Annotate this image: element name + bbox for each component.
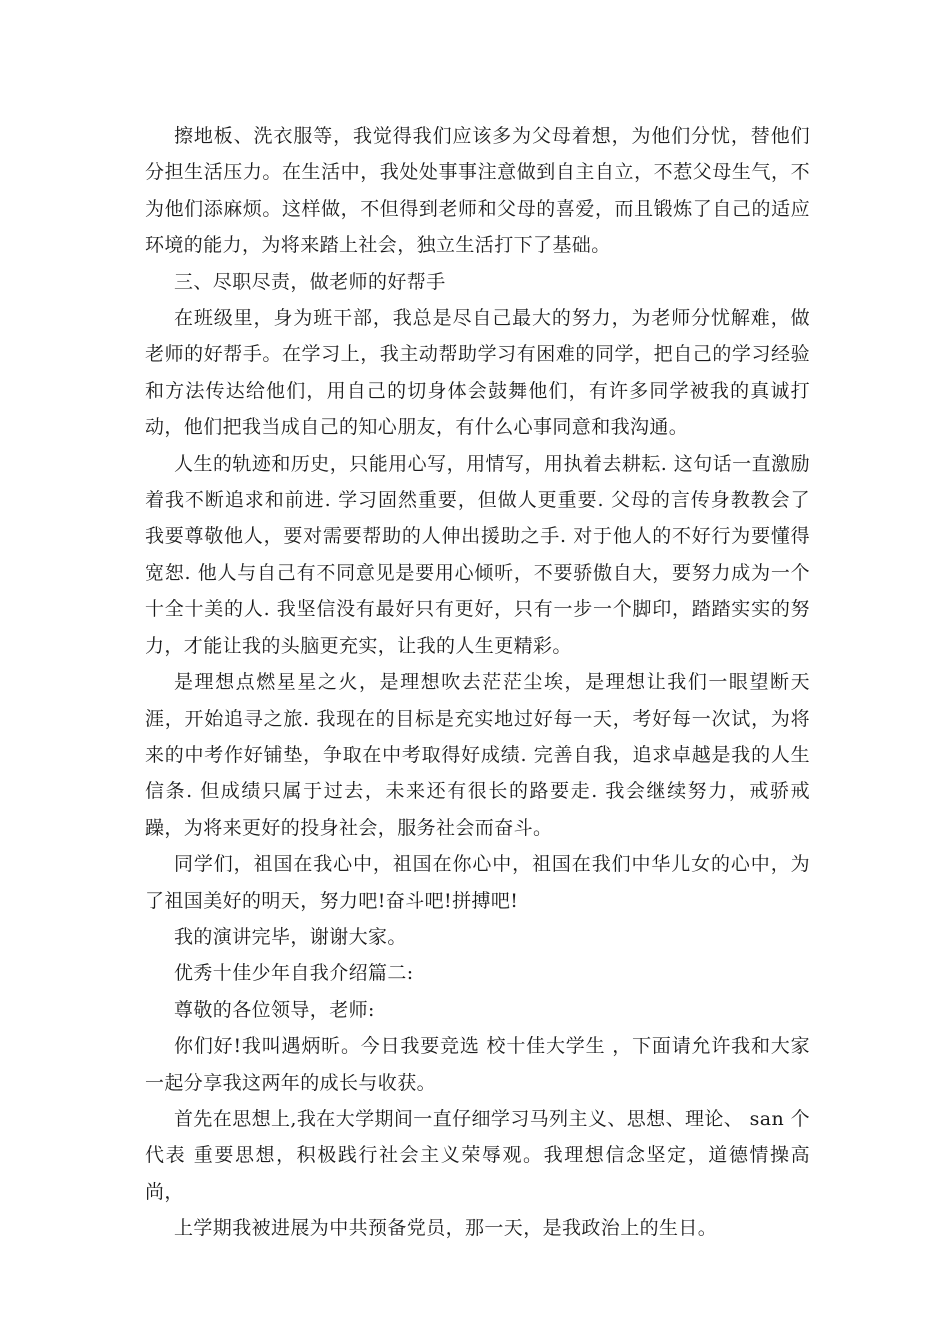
closing-line: 我的演讲完毕，谢谢大家。 bbox=[174, 925, 407, 948]
paragraph-2: 在班级里，身为班干部，我总是尽自己最大的努力，为老师分忧解难，做老师的好帮手。在学习上，我主动帮助学习有困难的同学，把自己的学习经验和方法传达给他们，用自己的切身体会鼓舞他们，有许多同学被我的真诚打动，他们把我当成自己的知心朋友，有什么心事同意和我沟通。 bbox=[145, 307, 810, 439]
paragraph-7: 首先在思想上,我在大学期间一直仔细学习马列主义、思想、理论、 san 个代表 重要思想，积极践行社会主义荣辱观。我理想信念坚定，道德情操高尚， bbox=[145, 1107, 810, 1203]
section-heading-3: 三、尽职尽责，做老师的好帮手 bbox=[174, 270, 446, 293]
paragraph-5: 同学们，祖国在我心中，祖国在你心中，祖国在我们中华儿女的心中，为了祖国美好的明天，努力吧!奋斗吧!拼搏吧! bbox=[145, 853, 810, 912]
paragraph-6: 你们好!我叫遇炳昕。今日我要竞选 校十佳大学生 ，下面请允许我和大家一起分享我这两年的成长与收获。 bbox=[145, 1035, 810, 1094]
paragraph-1: 擦地板、洗衣服等，我觉得我们应该多为父母着想，为他们分忧，替他们分担生活压力。在生活中，我处处事事注意做到自主自立，不惹父母生气，不为他们添麻烦。这样做，不但得到老师和父母的喜爱，而且锻炼了自己的适应环境的能力，为将来踏上社会，独立生活打下了基础。 bbox=[145, 125, 810, 257]
article-2-title: 优秀十佳少年自我介绍篇二: bbox=[174, 962, 414, 985]
document-body bbox=[145, 118, 810, 1247]
salutation: 尊敬的各位领导，老师: bbox=[174, 998, 375, 1021]
paragraph-3: 人生的轨迹和历史，只能用心写，用情写，用执着去耕耘. 这句话一直激励着我不断追求和前进. 学习固然重要，但做人更重要. 父母的言传身教教会了我要尊敬他人，要对需要帮助的人伸出援助之手. 对于他人的不好行为要懂得宽恕. 他人与自己有不同意见是要用心倾听，不要骄傲自大，要努力成为一个十全十美的人. 我坚信没有最好只有更好，只有一步一个脚印，踏踏实实的努力，才能让我的头脑更充实，让我的人生更精彩。 bbox=[145, 452, 810, 657]
paragraph-8: 上学期我被进展为中共预备党员，那一天，是我政治上的生日。 bbox=[174, 1217, 718, 1240]
paragraph-4: 是理想点燃星星之火，是理想吹去茫茫尘埃，是理想让我们一眼望断天涯，开始追寻之旅. 我现在的目标是充实地过好每一天，考好每一次试，为将来的中考作好铺垫，争取在中考取得好成绩. 完善自我，追求卓越是我的人生信条. 但成绩只属于过去，未来还有很长的路要走. 我会继续努力，戒骄戒躁，为将来更好的投身社会，服务社会而奋斗。 bbox=[145, 671, 810, 839]
